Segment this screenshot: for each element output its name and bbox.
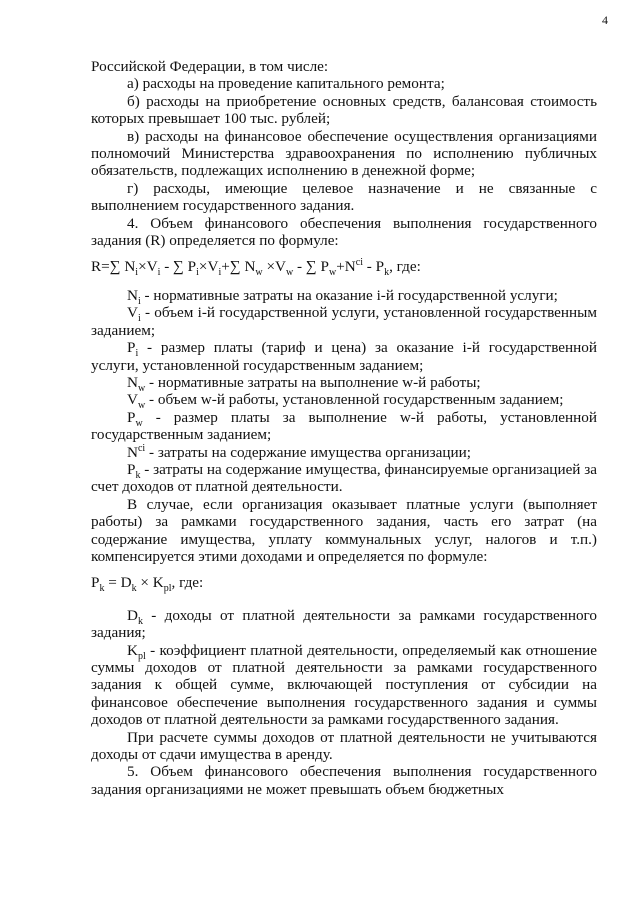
- list-item-c: в) расходы на финансовое обеспечение осуществления организациями полномочий Министерства здравоохранения по исполнению публичных обязательств, подлежащих исполнению в денежной форме;: [91, 127, 597, 180]
- list-item-d: г) расходы, имеющие целевое назначение и не связанные с выполнением государственного задания.: [91, 179, 597, 215]
- paragraph-rent: При расчете суммы доходов от платной деятельности не учитываются доходы от сдачи имущества в аренду.: [91, 728, 597, 764]
- paragraph-4: 4. Объем финансового обеспечения выполнения государственного задания (R) определяется по формуле:: [91, 214, 597, 250]
- paragraph-intro: Российской Федерации, в том числе:: [91, 58, 329, 75]
- document-body: [91, 58, 597, 798]
- term-kpl: $K_{pl}$ - коэффициент платной деятельности, определяемый как отношение суммы доходов от платной деятельности за рамками государственного задания к общей сумме, включающей поступления от субсидии на финансовое обеспечение выполнения государственного задания и суммы доходов от платной деятельности за рамками государственного задания.: [91, 641, 597, 729]
- term-nci: $N^{ci}$ - затраты на содержание имущества организации;: [127, 442, 472, 461]
- list-item-b: б) расходы на приобретение основных средств, балансовая стоимость которых превышает 100 тыс. рублей;: [91, 92, 597, 128]
- term-ni: $N_i$ - нормативные затраты на оказание i-й государственной услуги;: [127, 286, 558, 307]
- term-pw: $P_w$ - размер платы за выполнение w-й работы, установленной государственным заданием;: [91, 408, 597, 444]
- term-pi: $P_i$ - размер платы (тариф и цена) за оказание i-й государственной услуги, установленной государственным заданием;: [91, 339, 597, 374]
- formula-r: R=∑ $N_i\times V_i$ - ∑ $P_i\times V_i+\sum$ $N_w \times V_w$ - ∑ $P_w+N^{ci} - P_k$, где:: [91, 257, 421, 279]
- term-pk: $P_k$ - затраты на содержание имущества, финансируемые организацией за счет доходов от платной деятельности.: [91, 460, 597, 496]
- paragraph-paid-services: В случае, если организация оказывает платные услуги (выполняет работы) за рамками государственного задания, часть его затрат (на содержание имущества, уплату коммунальных услуг, налогов и т.п.) компенсируется этими доходами и определяется по формуле:: [91, 495, 597, 565]
- page-number: 4: [602, 13, 608, 27]
- formula-pk: $P_k = D_k \times K_{pl}$, где:: [91, 574, 204, 595]
- list-item-a: а) расходы на проведение капитального ремонта;: [127, 75, 445, 93]
- term-vw: $V_w$ - объем w-й работы, установленной государственным заданием;: [127, 391, 564, 412]
- term-vi: $V_i$ - объем i-й государственной услуги, установленной государственным заданием;: [91, 304, 597, 339]
- term-dk: $D_k$ - доходы от платной деятельности за рамками государственного задания;: [91, 606, 597, 642]
- term-nw: $N_w$ - нормативные затраты на выполнение w-й работы;: [127, 373, 481, 394]
- paragraph-5: 5. Объем финансового обеспечения выполнения государственного задания организациями не может превышать объем бюджетных: [91, 763, 597, 798]
